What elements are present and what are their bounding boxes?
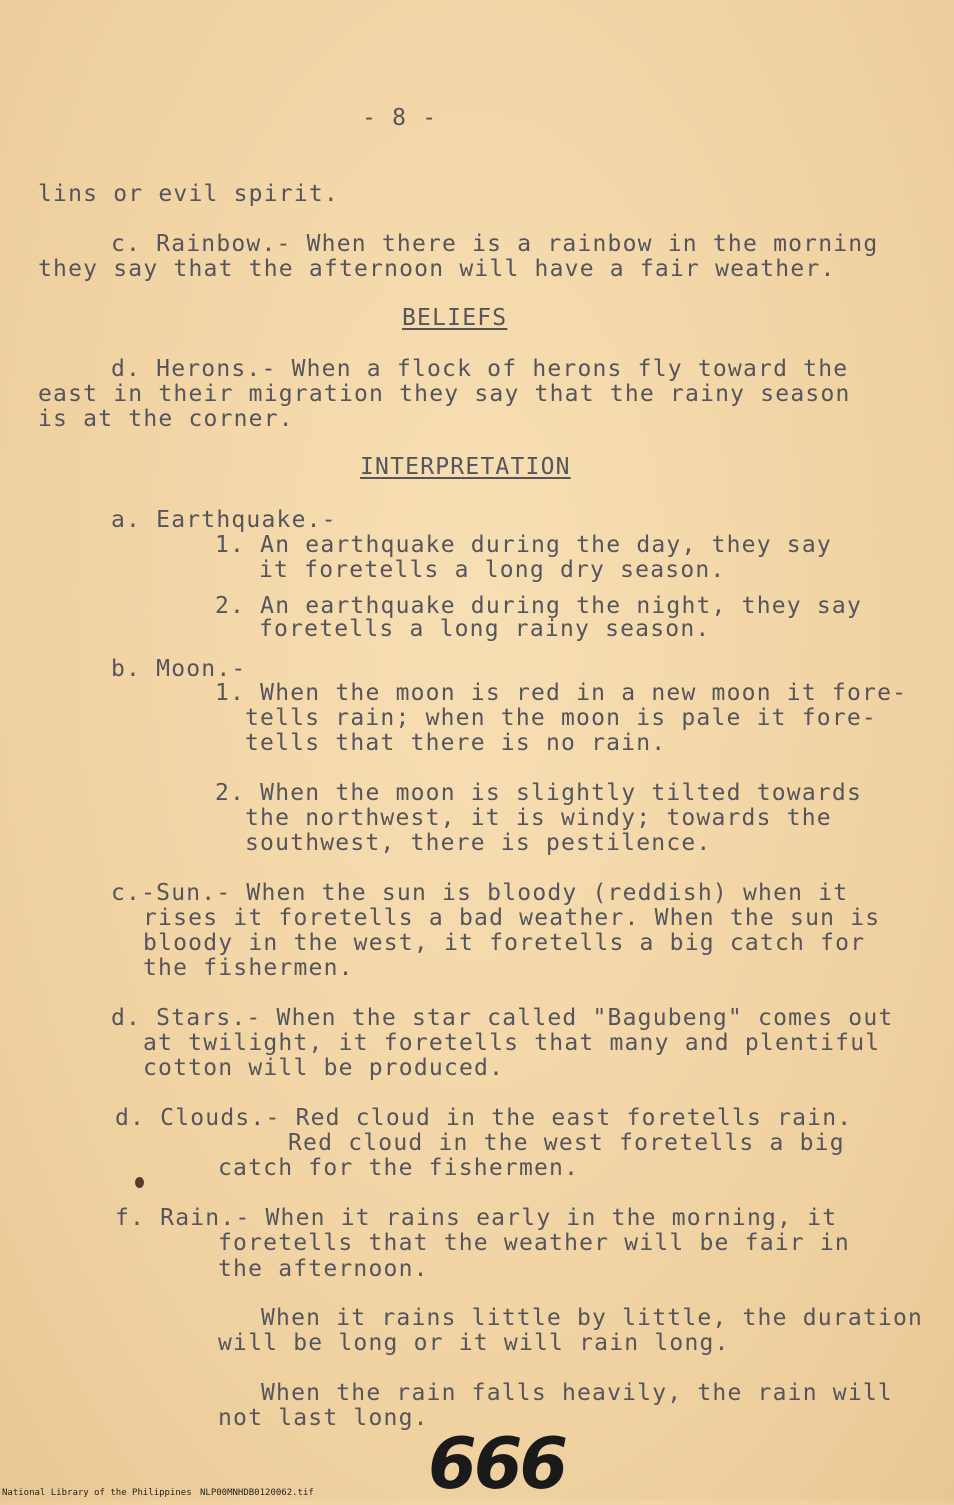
text-line: c. Rainbow.- When there is a rainbow in the morning	[111, 231, 879, 257]
text-line: tells rain; when the moon is pale it fore-	[245, 705, 877, 731]
text-line: d. Clouds.- Red cloud in the east foretells rain.	[115, 1105, 853, 1131]
text-line: they say that the afternoon will have a fair weather.	[38, 256, 836, 282]
text-line: tells that there is no rain.	[245, 730, 667, 756]
footer-file: NLP00MNHDB0120062.tif	[200, 1488, 314, 1498]
text-line: is at the corner.	[38, 406, 294, 432]
text-line: the afternoon.	[218, 1256, 429, 1282]
text-line: will be long or it will rain long.	[218, 1330, 730, 1356]
text-line: c.-Sun.- When the sun is bloody (reddish) when it	[111, 880, 849, 906]
text-line: rises it foretells a bad weather. When the sun is	[143, 905, 881, 931]
text-line: 2. When the moon is slightly tilted towards	[215, 780, 863, 806]
text-line: catch for the fishermen.	[218, 1155, 580, 1181]
text-line: at twilight, it foretells that many and plentiful	[143, 1030, 881, 1056]
text-line: cotton will be produced.	[143, 1055, 505, 1081]
text-line: When the rain falls heavily, the rain will	[261, 1380, 893, 1406]
text-line: southwest, there is pestilence.	[245, 830, 712, 856]
page-number: - 8 -	[362, 105, 438, 131]
text-line: f. Rain.- When it rains early in the morning, it	[115, 1205, 838, 1231]
text-line: the northwest, it is windy; towards the	[245, 805, 832, 831]
text-line: not last long.	[218, 1405, 429, 1431]
text-line: it foretells a long dry season.	[259, 557, 726, 583]
text-line: Red cloud in the west foretells a big	[288, 1130, 845, 1156]
text-line: east in their migration they say that the rainy season	[38, 381, 851, 407]
beliefs-heading: BELIEFS	[402, 305, 508, 331]
text-line: a. Earthquake.-	[111, 507, 337, 533]
text-line: d. Herons.- When a flock of herons fly toward the	[111, 356, 849, 382]
text-line: 1. When the moon is red in a new moon it fore-	[215, 680, 908, 706]
text-line: lins or evil spirit.	[38, 181, 339, 207]
text-line: 1. An earthquake during the day, they say	[215, 532, 832, 558]
interpretation-heading: INTERPRETATION	[360, 454, 571, 480]
text-line: the fishermen.	[143, 955, 354, 981]
footer-library: National Library of the Philippines	[2, 1488, 192, 1498]
text-line: b. Moon.-	[111, 656, 247, 682]
ink-dot	[135, 1177, 144, 1188]
text-line: d. Stars.- When the star called "Bagubeng" comes out	[111, 1005, 894, 1031]
handwritten-page-number: 666	[428, 1423, 566, 1505]
text-line: foretells a long rainy season.	[259, 616, 711, 642]
text-line: bloody in the west, it foretells a big catch for	[143, 930, 866, 956]
text-line: foretells that the weather will be fair in	[218, 1230, 850, 1256]
text-line: 2. An earthquake during the night, they say	[215, 593, 863, 619]
text-line: When it rains little by little, the duration	[261, 1305, 924, 1331]
